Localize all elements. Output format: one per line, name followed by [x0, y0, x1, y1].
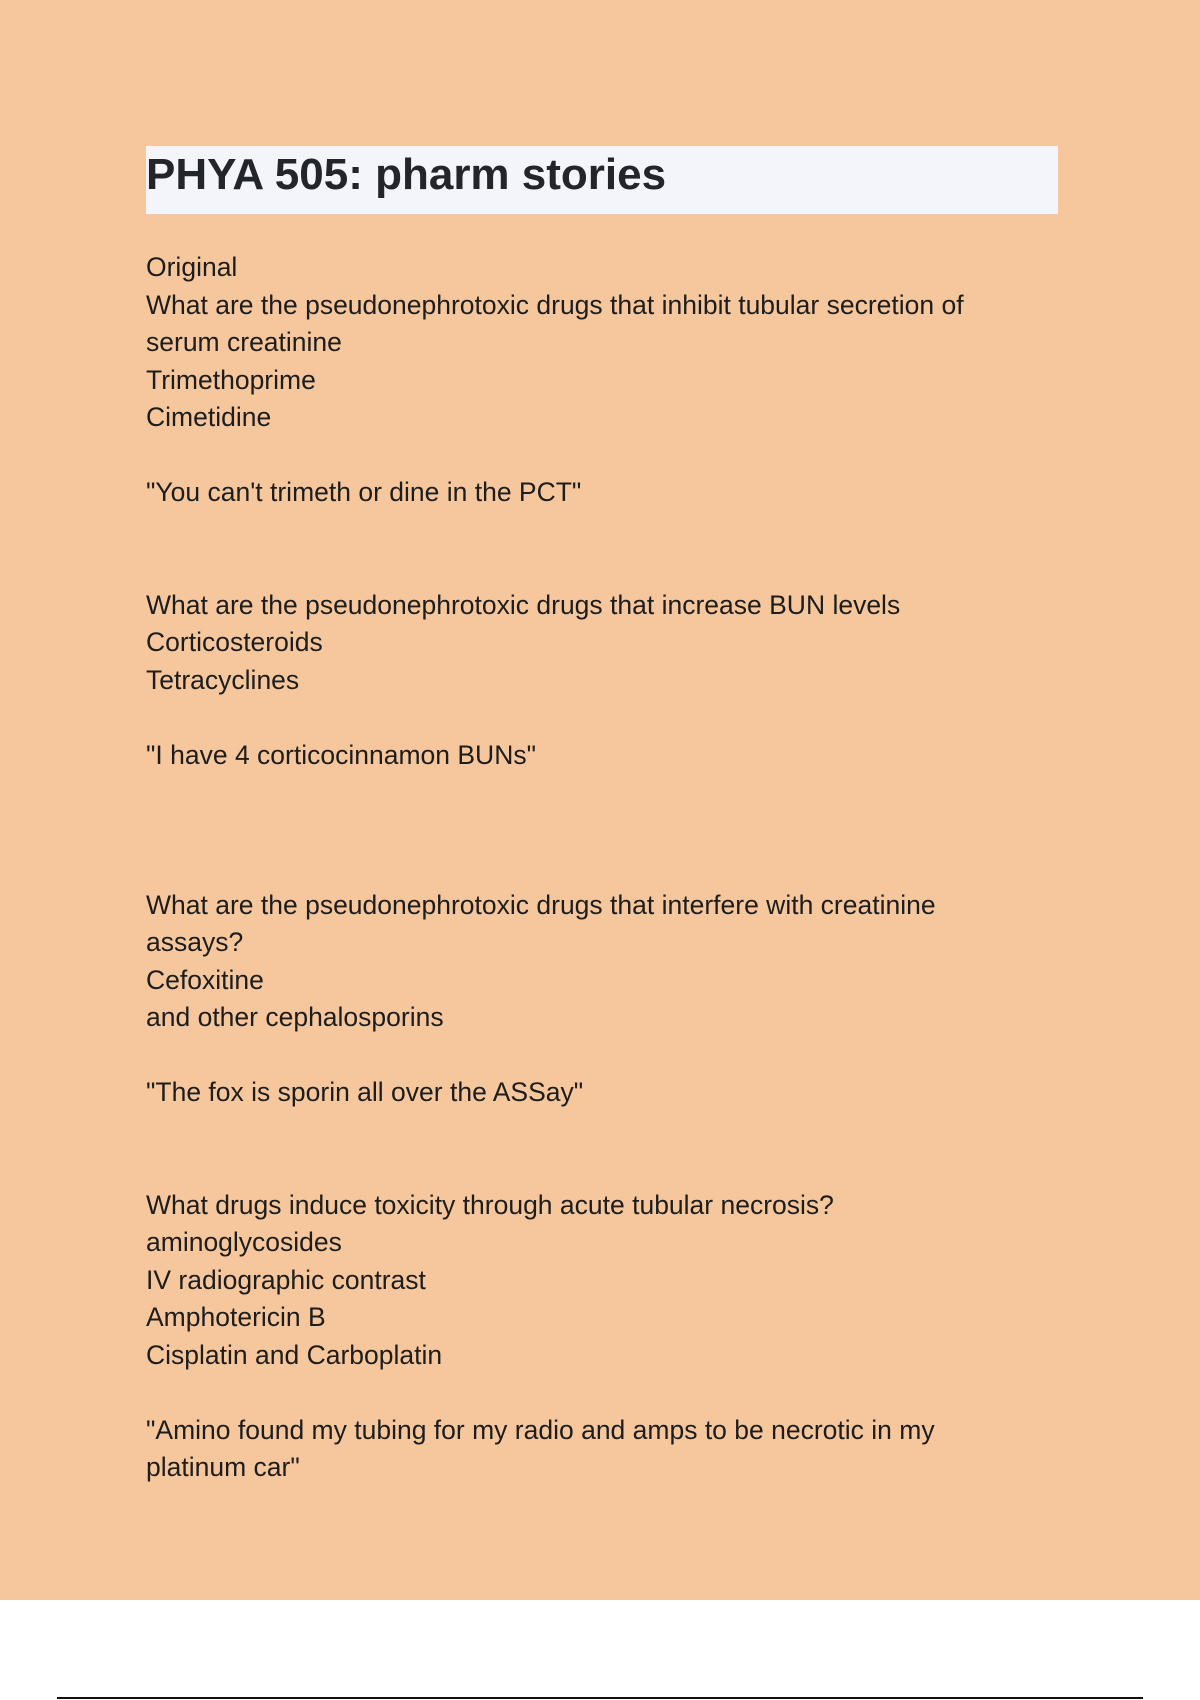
blank-line [146, 1149, 1046, 1187]
answer-line: Corticosteroids [146, 627, 323, 657]
mnemonic-line: "Amino found my tubing for my radio and amps to be necrotic in my [146, 1414, 935, 1445]
document-title: PHYA 505: pharm stories [146, 150, 667, 199]
answer-line: Cefoxitine [146, 964, 264, 995]
answer-line: Cisplatin and Carboplatin [146, 1339, 443, 1370]
answer-line: Amphotericin B [146, 1302, 326, 1332]
answer-line: Tetracyclines [146, 664, 300, 695]
blank-line [146, 699, 1046, 737]
answer-line: Cimetidine [146, 402, 272, 432]
blank-line [146, 1112, 1046, 1150]
question-line: What are the pseudonephrotoxic drugs that interfere with creatinine [146, 889, 936, 920]
blank-line [146, 812, 1046, 850]
document-content [146, 249, 1046, 1487]
blank-line [146, 1374, 1046, 1412]
question-line: assays? [146, 927, 244, 957]
blank-line [146, 512, 1046, 550]
question-line: serum creatinine [146, 327, 342, 357]
answer-line: Trimethoprime [146, 364, 316, 395]
mnemonic-line: "The fox is sporin all over the ASSay" [146, 1077, 584, 1107]
blank-line [146, 437, 1046, 475]
blank-line [146, 849, 1046, 887]
section-heading: Original [146, 252, 238, 282]
blank-line [146, 549, 1046, 587]
footer-divider [57, 1697, 1143, 1699]
answer-line: and other cephalosporins [146, 1002, 444, 1032]
answer-line: aminoglycosides [146, 1227, 342, 1257]
question-line: What drugs induce toxicity through acute tubular necrosis? [146, 1189, 834, 1220]
blank-line [146, 774, 1046, 812]
title-bar [146, 146, 1058, 214]
mnemonic-line: "I have 4 corticocinnamon BUNs" [146, 739, 536, 770]
question-line: What are the pseudonephrotoxic drugs that increase BUN levels [146, 589, 901, 620]
mnemonic-line: "You can't trimeth or dine in the PCT" [146, 477, 582, 507]
blank-line [146, 1037, 1046, 1075]
answer-line: IV radiographic contrast [146, 1264, 426, 1295]
question-line: What are the pseudonephrotoxic drugs that inhibit tubular secretion of [146, 289, 964, 320]
mnemonic-line: platinum car" [146, 1452, 300, 1482]
